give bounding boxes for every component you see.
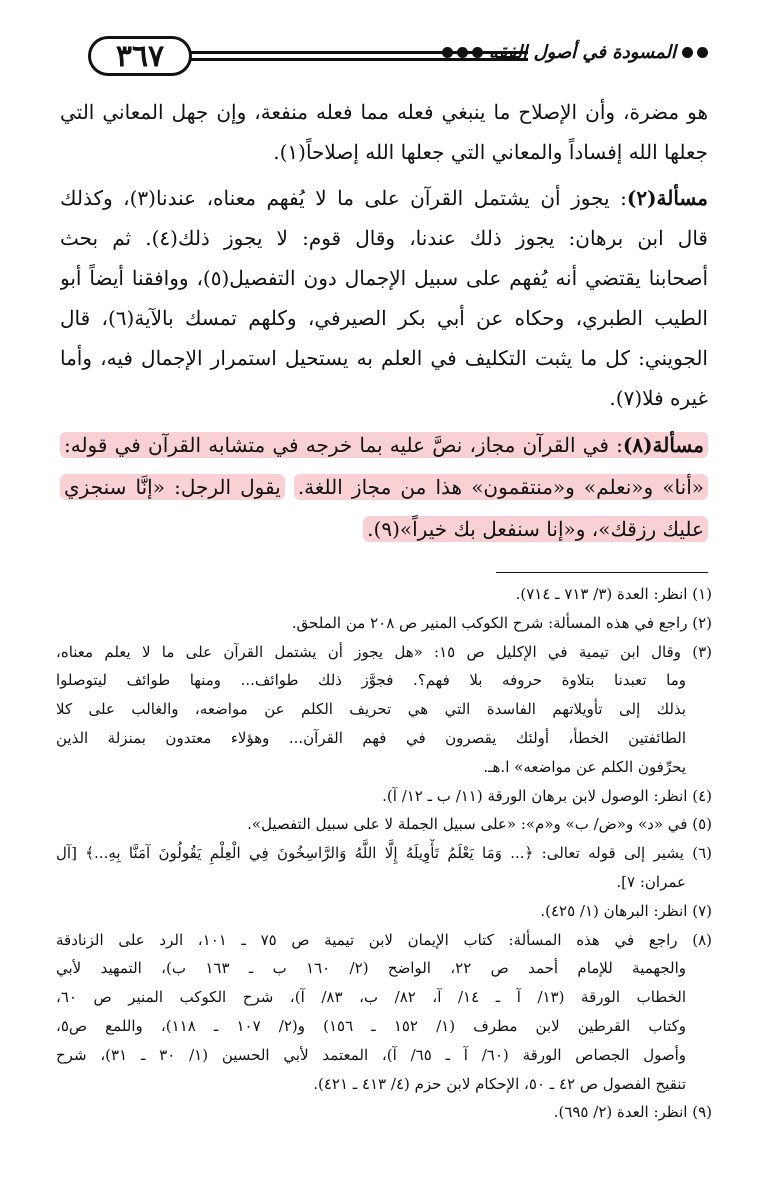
- page-number: ٣٦٧: [88, 36, 192, 76]
- footnote-continuation: الخطاب الورقة (١٣/ آ ـ ١٤/ آ، ٨٢/ ب، ٨٣/ آ)، شرح الكوكب المنير ص ٦٠،: [56, 988, 686, 1007]
- text-line: هو مضرة، وأن الإصلاح ما ينبغي فعله مما فعله منفعة، وإن جهل المعاني التي: [60, 100, 708, 124]
- footnote-continuation: بذلك إلى تأويلاتهم الفاسدة التي هي تحريف الكلم عن مواضعه، والغالب على كلا: [56, 700, 686, 719]
- text-line: غيره فلا(٧).: [609, 386, 708, 410]
- highlight: عليك رزقك»، و«إنا سنفعل بك خيراً»(٩).: [363, 516, 708, 542]
- highlighted-passage: [60, 424, 708, 550]
- text-segment: : في القرآن مجاز، نصَّ عليه بما خرجه في متشابه القرآن في قوله:: [64, 433, 623, 457]
- footnote: (٣) وقال ابن تيمية في الإكليل ص ١٥: «هل يجوز أن يشتمل القرآن على ما لا يعلم معناه،: [56, 642, 712, 661]
- text-segment: : يجوز أن يشتمل القرآن على ما لا يُفهم معناه، عندنا(٣)، وكذلك: [60, 186, 627, 210]
- issue-heading: مسألة(٨): [622, 433, 704, 457]
- footnotes: [56, 580, 712, 1127]
- footnote-continuation: يحرِّفون الكلم عن مواضعه» ا.هـ.: [483, 757, 686, 776]
- footnote: (٤) انظر: الوصول لابن برهان الورقة (١١/ ب ـ ١٢/ آ).: [382, 786, 712, 805]
- footnote-continuation: وأصول الجصاص الورقة (٦٠/ آ ـ ٦٥/ آ)، المعتمد لأبي الحسين (١/ ٣٠ ـ ٣١)، شرح: [56, 1045, 687, 1064]
- title-dots-icon: [442, 47, 483, 58]
- footnote: (٧) انظر: البرهان (١/ ٤٢٥).: [540, 901, 712, 920]
- footnote: (٦) يشير إلى قوله تعالى: ﴿... وَمَا يَعْلَمُ تَأْوِيلَهُ إِلَّا اللَّهُ وَالرَّاسِخُونَ فِي الْعِلْمِ يَقُولُونَ آمَنَّا بِهِ...﴾ [آل: [56, 844, 712, 863]
- page-header: [58, 30, 708, 86]
- text-line: [60, 424, 708, 466]
- text-line: قال ابن برهان: يجوز ذلك عندنا، وقال قوم: لا يجوز ذلك(٤). ثم بحث: [60, 226, 708, 250]
- running-title-block: [442, 42, 708, 63]
- footnote-continuation: والجهمية للإمام أحمد ص ٢٢، الواضح (٢/ ١٦٠ ب ـ ١٦٣ ب)، التمهيد لأبي: [56, 959, 686, 978]
- footnote-continuation: وما تعبدنا بتلاوة حروفه بلا فهم؟. فجوَّز ذلك طوائف... ومنها طوائف ليتوصلوا: [56, 671, 686, 690]
- footnote: (١) انظر: العدة (٣/ ٧١٣ ـ ٧١٤).: [515, 585, 712, 603]
- footnote: (٢) راجع في هذه المسألة: شرح الكوكب المنير ص ٢٠٨ من الملحق.: [291, 613, 712, 632]
- text-line: [60, 508, 708, 550]
- highlight: «أنا» و«نعلم» و«منتقمون» هذا من مجاز اللغة.: [294, 474, 708, 500]
- footnote: (٨) راجع في هذه المسألة: كتاب الإيمان لابن تيمية ص ٧٥ ـ ١٠١، الرد على الزنادقة: [56, 930, 712, 949]
- footnote-continuation: الطائفتين الخطأ، أولئك يقصرون في فهم القرآن... وهؤلاء معتدون بمنزلة الذين: [56, 728, 686, 747]
- footnote-continuation: وكتاب القرطين لابن مطرف (١/ ١٥٢ ـ ١٥٦) و(٢/ ١٠٧ ـ ١١٨)، واللمع ص٥،: [56, 1016, 687, 1035]
- main-text: [60, 92, 708, 550]
- highlight: [60, 432, 708, 458]
- footnote-separator: [496, 572, 708, 573]
- highlight: يقول الرجل: «إنَّا سنجزي: [60, 474, 285, 500]
- text-line: [60, 178, 708, 218]
- footnote: (٥) في «د» و«ض/ ب» و«م»: «على سبيل الجملة لا على سبيل التفصيل».: [247, 815, 712, 834]
- title-dots-icon: [682, 47, 708, 58]
- text-line: جعلها الله إفساداً والمعاني التي جعلها الله إصلاحاً(١).: [273, 140, 708, 164]
- text-line: أصحابنا يقتضي أنه يُفهم على سبيل الإجمال دون التفصيل(٥)، ووافقنا أيضاً أبو: [60, 266, 708, 290]
- text-line: الطيب الطبري، وحكاه عن أبي بكر الصيرفي، وكلهم تمسك بالآية(٦)، قال: [60, 306, 708, 330]
- footnote-continuation: تنقيح الفصول ص ٤٢ ـ ٥٠، الإحكام لابن حزم (٤/ ٤١٣ ـ ٤٢١).: [313, 1074, 686, 1093]
- text-line: الجويني: كل ما يثبت التكليف في العلم به يستحيل استمرار الإجمال فيه، وأما: [60, 346, 708, 370]
- issue-heading: مسألة(٢): [626, 186, 708, 210]
- text-line: [60, 466, 708, 508]
- footnote-continuation: عمران: ٧].: [616, 872, 686, 891]
- running-title: المسودة في أصول الفقه: [488, 42, 676, 63]
- footnote: (٩) انظر: العدة (٢/ ٦٩٥).: [553, 1103, 712, 1122]
